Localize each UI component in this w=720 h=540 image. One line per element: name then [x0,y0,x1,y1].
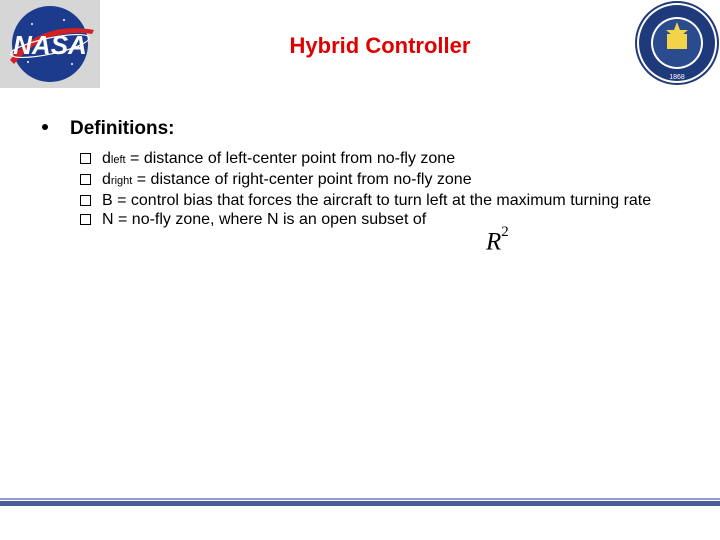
bullet-icon [42,124,48,130]
checkbox-bullet-icon [80,174,91,185]
slide-title: Hybrid Controller [289,33,471,58]
checkbox-bullet-icon [80,195,91,206]
checkbox-bullet-icon [80,214,91,225]
svg-text:NASA: NASA [13,30,87,60]
math-r-squared: $R^2$ [486,224,509,256]
seal-year: 1868 [669,74,685,81]
checkbox-bullet-icon [80,153,91,164]
list-item: B = control bias that forces the aircraft to turn left at the maximum turning rate [80,191,690,210]
definitions-list [80,149,690,229]
list-item: dright = distance of right-center point from no-fly zone [80,170,690,191]
footer-divider-dark [0,501,720,506]
footer-divider-light [0,498,720,500]
list-item: N = no-fly zone, where N is an open subset of [80,210,690,229]
list-item: dleft = distance of left-center point from no-fly zone [80,149,690,170]
definitions-heading: Definitions: [42,118,175,140]
